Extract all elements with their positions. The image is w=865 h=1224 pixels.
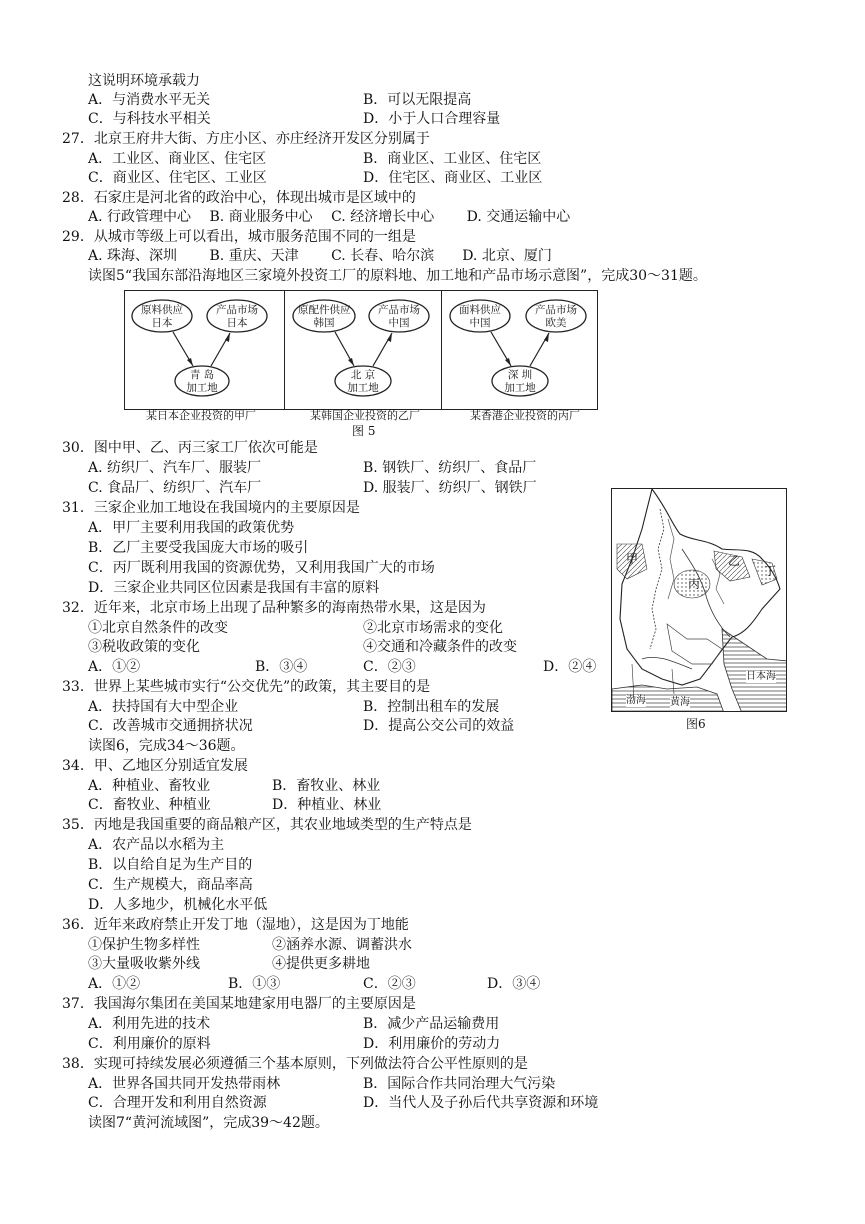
text-line-q38b: B．国际合作共同治理大气污染: [363, 1076, 556, 1092]
text-line-q32o1: ①北京自然条件的改变: [88, 620, 228, 636]
map-label-jia: 甲: [626, 552, 639, 566]
text-line-q32a: A．①②: [88, 659, 141, 675]
text-line-q34d: D．种植业、林业: [272, 797, 382, 813]
processing-label-2: 加工地: [347, 382, 379, 394]
processing-label-2: 加工地: [186, 382, 218, 394]
figure5-panel-label-jia: 某日本企业投资的甲厂: [146, 409, 256, 422]
text-line-q36d: D．③④: [487, 976, 541, 992]
processing-label-2: 加工地: [504, 382, 536, 394]
figure-5-diagram: [124, 290, 598, 410]
source-label-2: 韩国: [313, 317, 335, 329]
source-label-1: 面料供应: [459, 304, 501, 316]
text-line-q37b: B．减少产品运输费用: [363, 1016, 500, 1032]
text-line-q32c: C．②③: [363, 659, 416, 675]
text-line-q36a: A．①②: [88, 976, 141, 992]
text-line-q32d: D．②④: [543, 659, 597, 675]
text-line-q27a: A．工业区、商业区、住宅区: [88, 151, 267, 167]
text-line-q32o3: ③税收政策的变化: [88, 639, 200, 655]
text-line-q31a: A．甲厂主要利用我国的政策优势: [88, 520, 295, 536]
text-line-l2: A．与消费水平无关: [88, 92, 211, 108]
text-line-q38: 38．实现可持续发展必须遵循三个基本原则，下列做法符合公平性原则的是: [62, 1056, 528, 1072]
text-line-q36c: C．②③: [363, 976, 416, 992]
text-line-q37c: C．利用廉价的原料: [88, 1036, 211, 1052]
market-label-1: 产品市场: [535, 304, 577, 316]
text-line-q28o: A. 行政管理中心 B. 商业服务中心 C. 经济增长中心 D. 交通运输中心: [88, 209, 571, 225]
text-line-q33c: C．改善城市交通拥挤状况: [88, 718, 253, 734]
market-label-2: 欧美: [545, 317, 567, 329]
text-line-q31c: C．丙厂既利用我国的资源优势，又利用我国广大的市场: [88, 560, 435, 576]
processing-label-1: 青 岛: [189, 369, 215, 381]
market-label-2: 日本: [226, 317, 248, 329]
text-line-q31d: D．三家企业共同区位因素是我国有丰富的原料: [88, 580, 380, 596]
text-line-q38a: A．世界各国共同开发热带雨林: [88, 1076, 281, 1092]
text-line-l3: B．可以无限提高: [363, 92, 472, 108]
source-label-2: 日本: [151, 317, 173, 329]
text-line-q35c: C．生产规模大，商品率高: [88, 877, 253, 893]
map-label-sea-of-japan: 日本海: [746, 671, 776, 682]
figure5-panel-label-yi: 某韩国企业投资的乙厂: [310, 409, 420, 422]
text-line-q35b: B．以自给自足为生产目的: [88, 857, 253, 873]
text-line-r5: 读图5“我国东部沿海地区三家境外投资工厂的原料地、加工地和产品市场示意图”，完成30～31题。: [88, 268, 707, 284]
text-line-q38c: C．合理开发和利用自然资源: [88, 1095, 267, 1111]
text-line-q27c: C．商业区、住宅区、工业区: [88, 170, 267, 186]
market-label-2: 中国: [388, 317, 410, 329]
text-line-q32o2: ②北京市场需求的变化: [363, 620, 503, 636]
map-label-bing: 丙: [688, 577, 701, 591]
text-line-q34b: B．畜牧业、林业: [272, 778, 381, 794]
panel-factory-bing: [442, 291, 596, 409]
text-line-q38d: D．当代人及子孙后代共享资源和环境: [363, 1095, 599, 1111]
text-line-q29o: A. 珠海、深圳 B. 重庆、天津 C. 长春、哈尔滨 D. 北京、厦门: [88, 248, 552, 264]
processing-label-1: 深 圳: [507, 369, 533, 381]
text-line-q36o3: ③大量吸收紫外线: [88, 956, 200, 972]
map-label-yi: 乙: [728, 554, 741, 568]
map-label-ding: 丁: [764, 564, 777, 578]
figure-6-map: [611, 488, 787, 712]
text-line-q32b: B．③④: [255, 659, 308, 675]
text-line-q32: 32．近年来，北京市场上出现了品种繁多的海南热带水果，这是因为: [62, 600, 486, 616]
text-line-q36o2: ②涵养水源、调蓄洪水: [272, 937, 412, 953]
panel-factory-jia: [125, 291, 285, 409]
source-label-1: 原配件供应: [298, 304, 351, 316]
text-line-q36b: B．①③: [228, 976, 281, 992]
text-line-q36o4: ④提供更多耕地: [272, 956, 370, 972]
text-line-q31: 31．三家企业加工地设在我国境内的主要原因是: [62, 500, 360, 516]
text-line-q27d: D．住宅区、商业区、工业区: [363, 170, 543, 186]
text-line-r7: 读图7“黄河流域图”，完成39～42题。: [88, 1115, 329, 1131]
text-line-q30a: A. 纺织厂、汽车厂、服装厂: [88, 460, 262, 476]
text-line-q28: 28．石家庄是河北省的政治中心，体现出城市是区域中的: [62, 190, 416, 206]
source-label-2: 中国: [469, 317, 491, 329]
text-line-q34c: C．畜牧业、种植业: [88, 797, 211, 813]
text-line-q34: 34．甲、乙地区分别适宜发展: [62, 758, 248, 774]
text-line-r6: 读图6，完成34～36题。: [88, 738, 245, 754]
text-line-l1: 这说明环境承载力: [88, 73, 200, 89]
text-line-q34a: A．种植业、畜牧业: [88, 778, 211, 794]
text-line-q33d: D．提高公交公司的效益: [363, 718, 515, 734]
text-line-q32o4: ④交通和冷藏条件的改变: [363, 639, 517, 655]
map-label-bohai: 渤海: [626, 695, 646, 706]
text-line-q33a: A．扶持国有大中型企业: [88, 699, 239, 715]
processing-label-1: 北 京: [350, 369, 376, 381]
figure6-caption: 图6: [686, 717, 706, 731]
text-line-q36: 36．近年来政府禁止开发丁地（湿地），这是因为丁地能: [62, 917, 409, 933]
text-line-q31b: B．乙厂主要受我国庞大市场的吸引: [88, 540, 309, 556]
text-line-q33b: B．控制出租车的发展: [363, 699, 500, 715]
panel-factory-yi: [285, 291, 442, 409]
market-label-1: 产品市场: [216, 304, 258, 316]
text-line-q36o1: ①保护生物多样性: [88, 937, 200, 953]
text-line-l5: D．小于人口合理容量: [363, 111, 501, 127]
text-line-q30: 30．图中甲、乙、丙三家工厂依次可能是: [62, 440, 318, 456]
text-line-q35a: A．农产品以水稻为主: [88, 837, 225, 853]
text-line-q30c: C. 食品厂、纺织厂、汽车厂: [88, 480, 262, 496]
text-line-q37: 37．我国海尔集团在美国某地建家用电器厂的主要原因是: [62, 996, 416, 1012]
text-line-q30d: D. 服装厂、纺织厂、钢铁厂: [363, 480, 537, 496]
text-line-q37a: A．利用先进的技术: [88, 1016, 211, 1032]
text-line-q35: 35．丙地是我国重要的商品粮产区，其农业地域类型的生产特点是: [62, 817, 472, 833]
text-line-q37d: D．利用廉价的劳动力: [363, 1036, 501, 1052]
text-line-q29: 29．从城市等级上可以看出，城市服务范围不同的一组是: [62, 229, 416, 245]
market-label-1: 产品市场: [378, 304, 420, 316]
figure5-panel-label-bing: 某香港企业投资的丙厂: [470, 409, 580, 422]
text-line-q35d: D．人多地少，机械化水平低: [88, 897, 268, 913]
text-line-l4: C．与科技水平相关: [88, 111, 211, 127]
source-label-1: 原料供应: [141, 304, 183, 316]
text-line-q33: 33．世界上某些城市实行“公交优先”的政策，其主要目的是: [62, 679, 431, 695]
text-line-q27: 27．北京王府井大街、方庄小区、亦庄经济开发区分别属于: [62, 131, 430, 147]
figure5-caption: 图 5: [352, 424, 376, 438]
text-line-q30b: B. 钢铁厂、纺织厂、食品厂: [363, 460, 537, 476]
text-line-q27b: B．商业区、工业区、住宅区: [363, 151, 542, 167]
map-label-huanghai: 黄海: [670, 697, 690, 708]
